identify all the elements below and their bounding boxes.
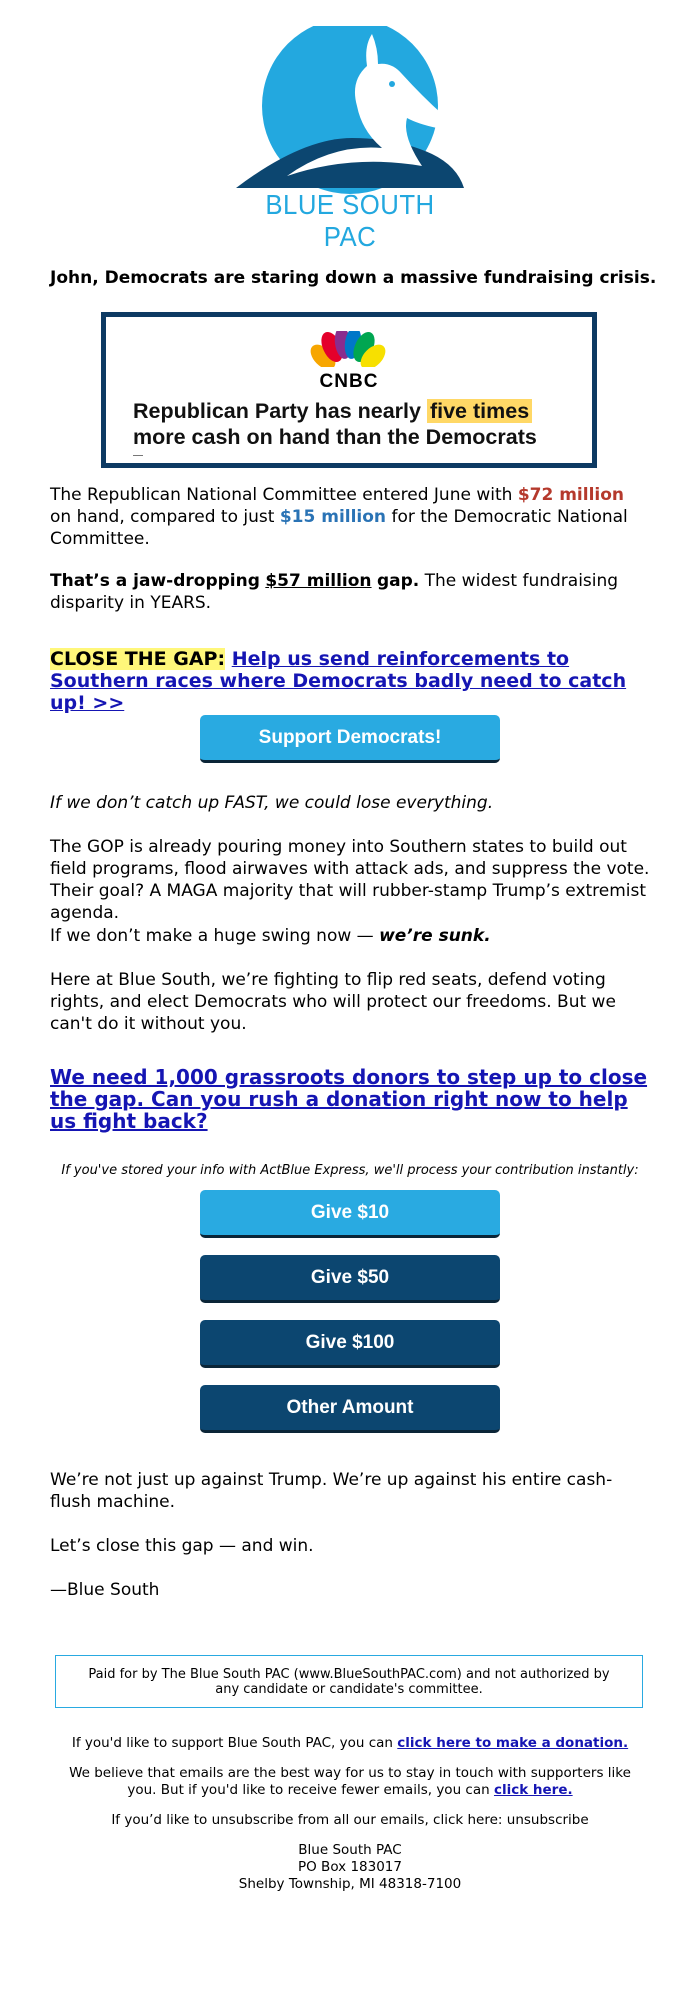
- give-10-button[interactable]: Give $10: [200, 1190, 500, 1238]
- footer-support: [60, 1735, 640, 1752]
- blue-south-logo: [232, 26, 468, 252]
- footer-address: [60, 1842, 640, 1893]
- paragraph-gap: [50, 570, 650, 614]
- paragraph-fundraising-numbers: [50, 484, 650, 550]
- text: The widest fundraising disparity in YEARS.: [50, 571, 619, 613]
- cnbc-wordmark: CNBC: [319, 371, 379, 392]
- fewer-emails-link[interactable]: click here.: [493, 1782, 573, 1798]
- give-100-button[interactable]: Give $100: [200, 1320, 500, 1368]
- paid-for-disclaimer: Paid for by The Blue South PAC (www.BlueSouthPAC.com) and not authorized by any candidate or candidate's committee.: [55, 1655, 643, 1708]
- dnc-amount: $15 million: [279, 507, 387, 527]
- text: If you'd like to support Blue South PAC, you can: [71, 1735, 393, 1751]
- rnc-amount: $72 million: [517, 485, 625, 505]
- cta-label: CLOSE THE GAP:: [50, 648, 226, 670]
- other-amount-button[interactable]: Other Amount: [200, 1385, 500, 1433]
- cnbc-headline-start: Republican Party has nearly: [133, 399, 421, 423]
- paragraph-swing: [50, 925, 650, 947]
- text: for the Democratic National Committee.: [50, 507, 628, 549]
- text: on hand, compared to just: [50, 507, 275, 527]
- paragraph-catch-up: If we don’t catch up FAST, we could lose everything.: [50, 793, 494, 813]
- address-line: Blue South PAC: [298, 1842, 402, 1858]
- support-democrats-button[interactable]: Support Democrats!: [200, 715, 500, 763]
- donkey-logo-icon: [232, 26, 468, 196]
- email-headline: John, Democrats are staring down a massive fundraising crisis.: [50, 268, 657, 288]
- nbc-peacock-icon: [310, 331, 386, 375]
- close-the-gap-cta: [50, 648, 650, 714]
- address-line: PO Box 183017: [298, 1859, 402, 1875]
- paragraph-close-gap: Let’s close this gap — and win.: [50, 1536, 314, 1556]
- text-emphasis: we’re sunk.: [379, 926, 491, 946]
- paragraph-trump-machine: We’re not just up against Trump. We’re up against his entire cash-flush machine.: [50, 1470, 613, 1512]
- cnbc-headline-end: more cash on hand than the Democrats: [133, 425, 537, 449]
- address-line: Shelby Township, MI 48318-7100: [238, 1876, 462, 1892]
- cnbc-news-image[interactable]: [101, 312, 597, 468]
- text: That’s a jaw-dropping: [50, 571, 260, 591]
- divider: [133, 455, 143, 456]
- footer-fewer-emails: [60, 1765, 640, 1799]
- text: If we don’t make a huge swing now —: [50, 926, 374, 946]
- paragraph-blue-south: Here at Blue South, we’re fighting to flip red seats, defend voting rights, and elect Democrats who will protect our freedoms. But we can't do it without you.: [50, 970, 616, 1034]
- rush-donation-link[interactable]: We need 1,000 grassroots donors to step up to close the gap. Can you rush a donation right now to help us fight back?: [50, 1065, 648, 1133]
- gap-amount: $57 million: [265, 571, 372, 591]
- actblue-note: If you've stored your info with ActBlue Express, we'll process your contribution instantly:: [61, 1163, 639, 1178]
- text: We believe that emails are the best way for us to stay in touch with supporters like you. But if you'd like to receive fewer emails, you can: [69, 1765, 631, 1798]
- give-50-button[interactable]: Give $50: [200, 1255, 500, 1303]
- cnbc-headline: [133, 398, 583, 450]
- signoff: —Blue South: [50, 1580, 160, 1600]
- paragraph-gop: The GOP is already pouring money into Southern states to build out field programs, flood airwaves with attack ads, and suppress the vote. Their goal? A MAGA majority that will rubber-stamp Trump’s extremist agenda.: [50, 837, 650, 923]
- cnbc-headline-highlight: five times: [427, 399, 532, 423]
- text: The Republican National Committee entered June with: [50, 485, 513, 505]
- logo-wordmark: BLUE SOUTH PAC: [265, 189, 435, 252]
- text: gap.: [376, 571, 420, 591]
- donation-link[interactable]: click here to make a donation.: [397, 1735, 629, 1751]
- ask-donation: [50, 1066, 650, 1132]
- footer-unsubscribe[interactable]: If you’d like to unsubscribe from all our emails, click here: unsubscribe: [111, 1812, 589, 1828]
- reinforcements-link[interactable]: Help us send reinforcements to Southern races where Democrats badly need to catch up! >>: [50, 648, 627, 714]
